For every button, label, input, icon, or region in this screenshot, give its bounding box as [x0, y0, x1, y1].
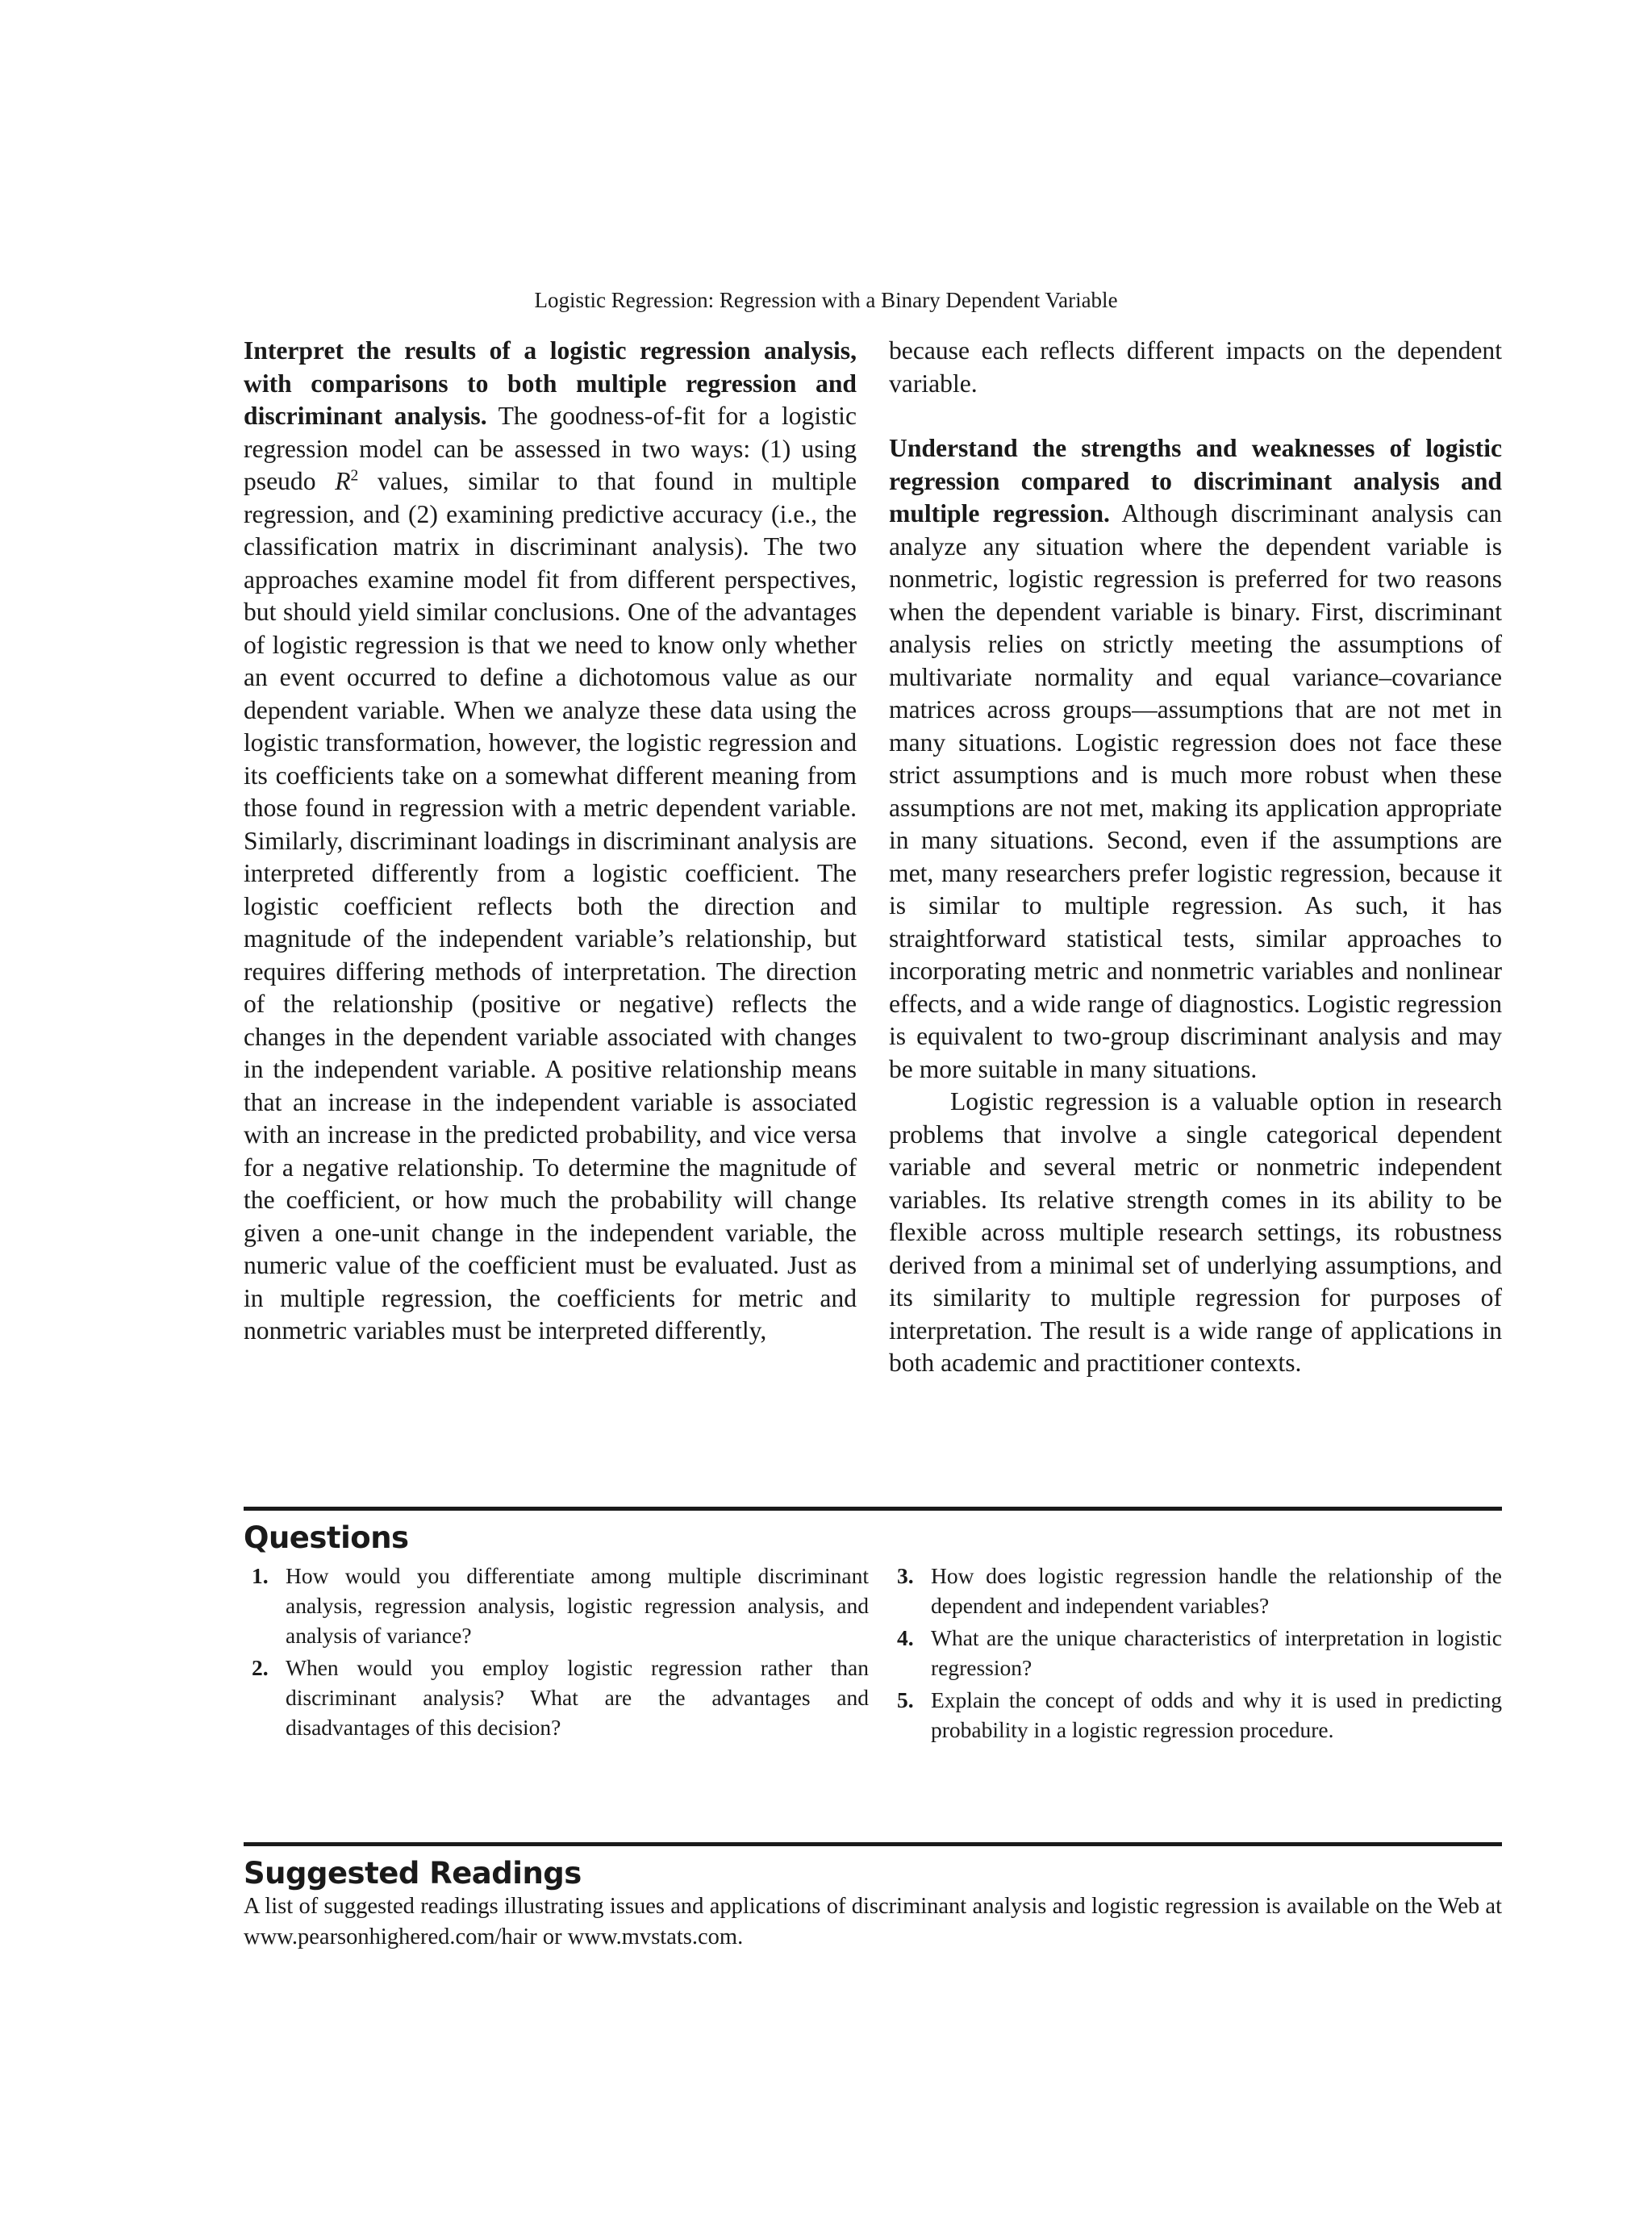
- question-text: What are the unique characteristics of interpretation in logistic regression?: [931, 1625, 1502, 1680]
- running-head: Logistic Regression: Regression with a Binary Dependent Variable: [534, 288, 1118, 312]
- r-squared-symbol: R: [335, 467, 351, 495]
- r-squared-exponent: 2: [350, 467, 359, 485]
- left-column: [244, 335, 857, 1348]
- question-item: [889, 1685, 1502, 1745]
- question-item: [889, 1623, 1502, 1683]
- question-number: 4.: [897, 1625, 914, 1650]
- question-item: [244, 1653, 869, 1742]
- lead-heading-interpret: Interpret the results of a logistic regression analysis, with comparisons to both multiple regression and discriminant analysis.: [244, 336, 857, 430]
- body-text: values, similar to that found in multiple regression, and (2) examining predictive accuracy (i.e., the classification matrix in discriminant analysis). The two approaches examine model fit from different perspectives, but should yield similar conclusions. One of the advantages of logistic regression is that we need to know only whether an event occurred to define a dichotomous value as our dependent variable. When we analyze these data using the logistic transformation, however, the logistic regression and its coefficients take on a somewhat different meaning from those found in regression with a metric dependent variable. Similarly, discriminant loadings in discriminant analysis are interpreted differently from a logistic coefficient. The logistic coefficient reflects both the direction and magnitude of the independent variable’s relationship, but requires differing methods of interpretation. The direction of the relationship (positive or negative) reflects the changes in the dependent variable associated with changes in the independent variable. A positive relationship means that an increase in the independent variable is associated with an increase in the predicted probability, and vice versa for a negative relationship. To determine the magnitude of the coefficient, or how much the probability will change given a one-unit change in the independent variable, the numeric value of the coefficient must be evaluated. Just as in multiple regression, the coefficients for metric and nonmetric variables must be interpreted differently,: [244, 467, 857, 1345]
- paragraph-strengths: [889, 432, 1502, 1086]
- question-text: How does logistic regression handle the relationship of the dependent and independent variables?: [931, 1563, 1502, 1618]
- questions-list-right: [889, 1561, 1502, 1747]
- question-item: [244, 1561, 869, 1650]
- question-text: Explain the concept of odds and why it is used in predicting probability in a logistic regression procedure.: [931, 1687, 1502, 1742]
- paragraph-interpret-results: [244, 335, 857, 1348]
- right-column: [889, 335, 1502, 1380]
- section-rule: [244, 1507, 1502, 1511]
- body-text: Although discriminant analysis can analyze any situation where the dependent variable is nonmetric, logistic regression is preferred for two reasons when the dependent variable is binary. First, discriminant analysis relies on strictly meeting the assumptions of multivariate normality and equal variance–covariance matrices across groups—assumptions that are not met in many situations. Logistic regression does not face these strict assumptions and is much more robust when these assumptions are not met, making its application appropriate in many situations. Second, even if the assumptions are met, many researchers prefer logistic regression, because it is similar to multiple regression. As such, it has straightforward statistical tests, similar approaches to incorporating metric and nonmetric variables and nonlinear effects, and a wide range of diagnostics. Logistic regression is equivalent to two-group discriminant analysis and may be more suitable in many situations.: [889, 499, 1502, 1083]
- lead-heading-strengths: Understand the strengths and weaknesses of logistic regression compared to discriminant analysis and multiple regression.: [889, 434, 1502, 527]
- question-item: [889, 1561, 1502, 1620]
- paragraph-continuation: because each reflects different impacts on the dependent variable.: [889, 336, 1502, 398]
- question-text: How would you differentiate among multiple discriminant analysis, regression analysis, logistic regression analysis, and analysis of variance?: [286, 1563, 869, 1648]
- questions-list-left: [244, 1561, 869, 1745]
- question-number: 5.: [897, 1687, 914, 1712]
- question-number: 2.: [252, 1655, 269, 1680]
- question-number: 3.: [897, 1563, 914, 1588]
- question-text: When would you employ logistic regression rather than discriminant analysis? What are the advantages and disadvantages of this decision?: [286, 1655, 869, 1740]
- questions-heading: Questions: [244, 1520, 409, 1555]
- question-number: 1.: [252, 1563, 269, 1588]
- body-text: The goodness-of-fit for a logistic regression model can be assessed in two ways: (1) using pseudo: [244, 402, 857, 495]
- suggested-readings-heading: Suggested Readings: [244, 1856, 582, 1891]
- suggested-readings-text: A list of suggested readings illustrating issues and applications of discriminant analysis and logistic regression is available on the Web at www.pearsonhighered.com/hair or www.mvstats.com.: [244, 1894, 1502, 1949]
- paragraph-valuable-option: Logistic regression is a valuable option in research problems that involve a single categorical dependent variable and several metric or nonmetric independent variables. Its relative strength comes in its ability to be flexible across multiple research settings, its robustness derived from a minimal set of underlying assumptions, and its similarity to multiple regression for purposes of interpretation. The result is a wide range of applications in both academic and practitioner contexts.: [889, 1087, 1502, 1377]
- section-rule: [244, 1842, 1502, 1846]
